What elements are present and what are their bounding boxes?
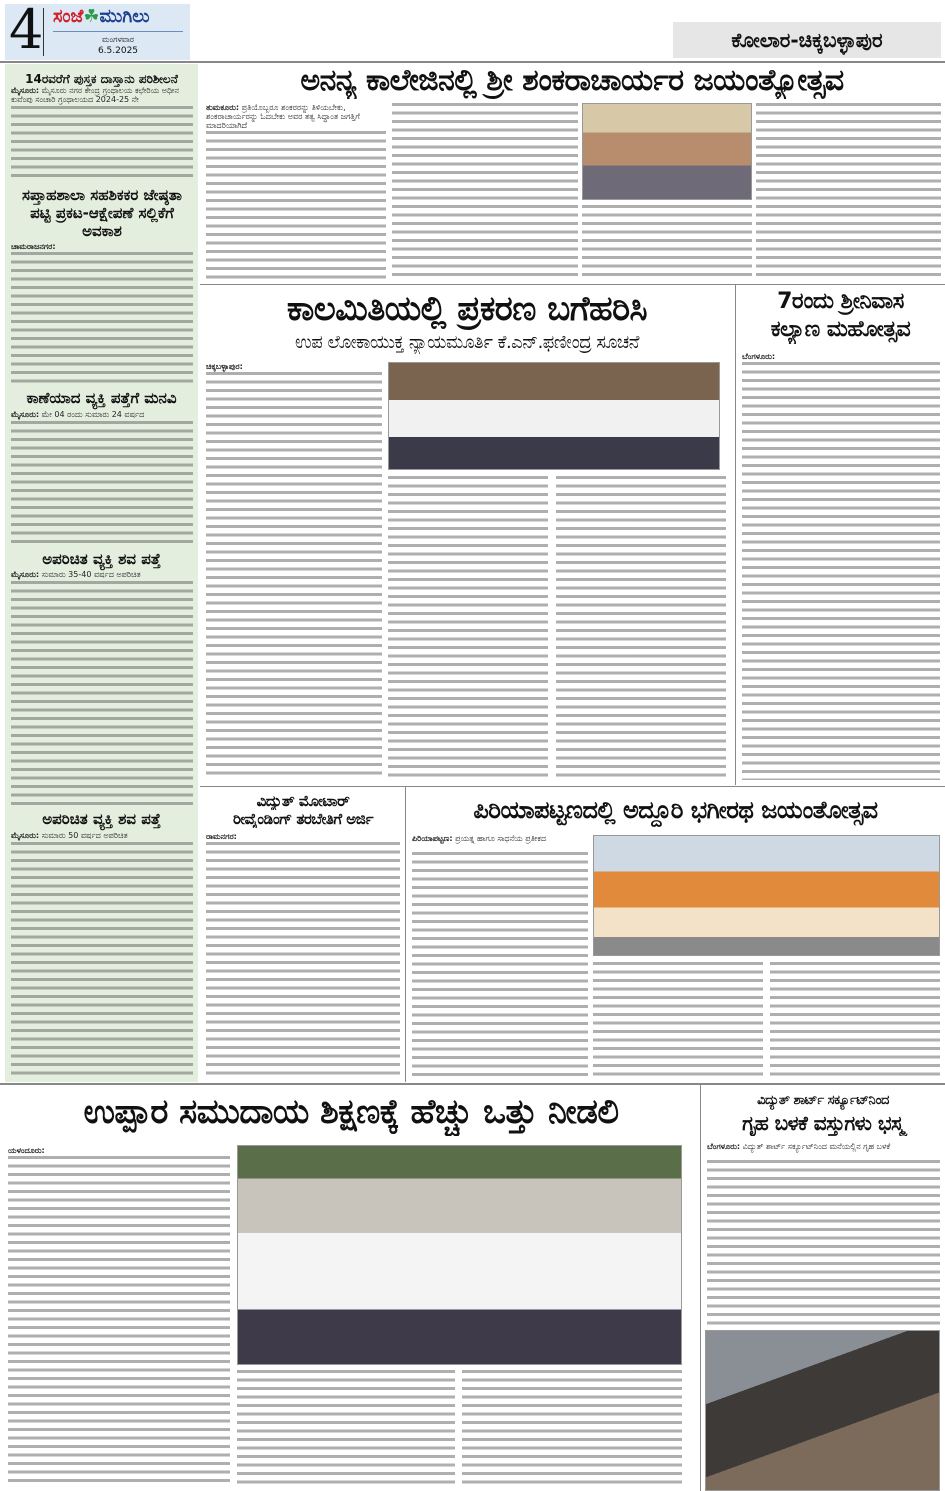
headline: ಉಪ್ಪಾರ ಸಮುದಾಯ ಶಿಕ್ಷಣಕ್ಕೆ ಹೆಚ್ಚು ಒತ್ತು ನೀಡಲಿ <box>83 1092 619 1132</box>
article-photo <box>388 362 720 470</box>
article-photo <box>593 835 940 956</box>
headline: 7ರಂದು ಶ್ರೀನಿವಾಸ <box>777 289 904 314</box>
article-photo <box>237 1145 682 1365</box>
headline: ಅನನ್ಯ ಕಾಲೇಜಿನಲ್ಲಿ ಶ್ರೀ ಶಂಕರಾಚಾರ್ಯರ ಜಯಂತ್ಯೋತ್ಸವ <box>300 63 844 98</box>
headline: ಕಾಲಮಿತಿಯಲ್ಲಿ ಪ್ರಕರಣ ಬಗೆಹರಿಸಿ <box>286 289 648 329</box>
issue-day: ಮಂಗಳವಾರ <box>101 35 134 44</box>
sidebar: 14ರವರೆಗೆ ಪುಸ್ತಕ ದಾಸ್ತಾನು ಪರಿಶೀಲನೆ ಮೈಸೂರು: ಮೈಸೂರು ನಗರ ಕೇಂದ್ರ ಗ್ರಂಥಾಲಯ ಕಛೇರಿಯ ಅಧೀನ ಕುವೆಂಪು ಸಂಚಾರಿ ಗ್ರಂಥಾಲಯದ 2024-25 ನೇ ಸಪ್ತಾಹಶಾಲಾ ಸಹಶಿಕಕರ ಜೇಷ್ಠತಾ ಪಟ್ಟಿ ಪ್ರಕಟ-ಆಕ್ಷೇಪಣೆ ಸಲ್ಲಿಕೆಗೆ ಅವಕಾಶ ಚಾಮರಾಜನಗರ: ಕಾಣೆಯಾದ ವ್ಯಕ್ತಿ ಪತ್ತೆಗೆ ಮನವಿ ಮೈಸೂರು: ಮೇ 04 ರಂದು ಸುಮಾರು 24 ವರ್ಷದ ಅಪರಿಚಿತ ವ್ಯಕ್ತಿ ಶವ ಪತ್ತೆ ಮೈಸೂರು: ಸುಮಾರು 35-40 ವರ್ಷದ ಅಪರಿಚಿತ ಅಪರಿಚಿತ ವ್ಯಕ್ತಿ ಶವ ಪತ್ತೆ ಮೈಸೂರು: ಸುಮಾರು 50 ವರ್ಷದ ಅಪರಿಚಿತ <box>5 64 198 1082</box>
article-photo <box>582 103 752 200</box>
headline: ವಿದ್ಯುತ್ ಮೋಟಾರ್ <box>256 792 350 810</box>
headline: ಪಿರಿಯಾಪಟ್ಟಣದಲ್ಲಿ ಅದ್ದೂರಿ ಭಗೀರಥ ಜಯಂತೋತ್ಸವ <box>473 796 878 824</box>
logo: ಸಂಜೆ☘ಮುಗಿಲು <box>53 6 150 27</box>
headline: ಕಲ್ಯಾಣ ಮಹೋತ್ಸವ <box>770 317 911 342</box>
headline: ವಿದ್ಯುತ್ ಶಾರ್ಟ್ ಸರ್ಕ್ಯೂಟ್‌ನಿಂದ <box>757 1093 889 1108</box>
sidebar-headline: ಅಪರಿಚಿತ ವ್ಯಕ್ತಿ ಶವ ಪತ್ತೆ <box>42 810 161 828</box>
issue-date: 6.5.2025 <box>97 46 139 56</box>
sidebar-headline: ಸಪ್ತಾಹಶಾಲಾ ಸಹಶಿಕಕರ ಜೇಷ್ಠತಾ ಪಟ್ಟಿ ಪ್ರಕಟ-ಆಕ್ಷೇಪಣೆ ಸಲ್ಲಿಕೆಗೆ ಅವಕಾಶ <box>22 186 182 240</box>
sidebar-headline: ಅಪರಿಚಿತ ವ್ಯಕ್ತಿ ಶವ ಪತ್ತೆ <box>42 550 161 568</box>
article-photo <box>705 1330 940 1491</box>
section-title: ಕೋಲಾರ-ಚಿಕ್ಕಬಳ್ಳಾಪುರ <box>673 22 941 58</box>
headline: ಗೃಹ ಬಳಕೆ ವಸ್ತುಗಳು ಭಸ್ಮ <box>742 1111 904 1135</box>
sidebar-headline: ಕಾಣೆಯಾದ ವ್ಯಕ್ತಿ ಪತ್ತೆಗೆ ಮನವಿ <box>26 389 177 407</box>
subheadline: ಉಪ ಲೋಕಾಯುಕ್ತ ನ್ಯಾಯಮೂರ್ತಿ ಕೆ.ಎನ್.ಫಣೀಂದ್ರ ಸೂಚನೆ <box>295 332 639 353</box>
masthead <box>5 0 190 61</box>
headline: ರೀವೈಂಡಿಂಗ್ ತರಬೇತಿಗೆ ಅರ್ಜಿ <box>232 810 374 828</box>
sidebar-headline: 14ರವರೆಗೆ ಪುಸ್ತಕ ದಾಸ್ತಾನು ಪರಿಶೀಲನೆ <box>25 72 178 86</box>
page-number: 4 <box>9 0 44 61</box>
